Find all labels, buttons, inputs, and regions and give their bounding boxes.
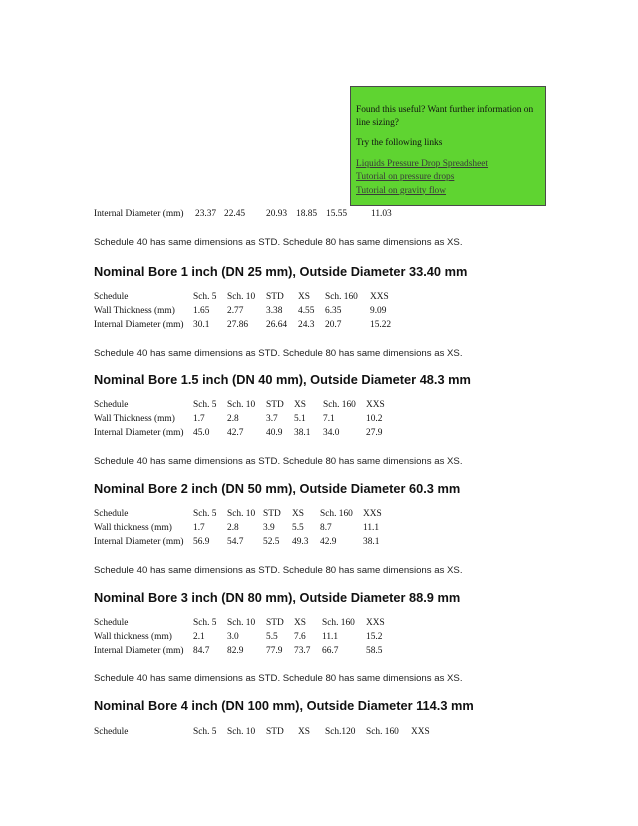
row-label: Schedule	[94, 727, 129, 737]
table-cell: 1.7	[193, 414, 205, 424]
row-label: Internal Diameter (mm)	[94, 320, 184, 330]
table-cell: 82.9	[227, 646, 244, 656]
row-label: Internal Diameter (mm)	[94, 646, 184, 656]
table-cell: Sch. 5	[193, 292, 217, 302]
schedule-note: Schedule 40 has same dimensions as STD. Schedule 80 has same dimensions as XS.	[94, 456, 463, 467]
row-label: Wall Thickness (mm)	[94, 414, 175, 424]
table-cell: 58.5	[366, 646, 383, 656]
info-callout	[350, 86, 546, 206]
table-cell: 11.1	[363, 523, 380, 533]
table-cell: XXS	[366, 618, 385, 628]
table-cell: Sch. 160	[325, 292, 358, 302]
table-cell: 56.9	[193, 537, 210, 547]
table-cell: 27.9	[366, 428, 383, 438]
schedule-note: Schedule 40 has same dimensions as STD. Schedule 80 has same dimensions as XS.	[94, 673, 463, 684]
table-cell: XS	[298, 727, 310, 737]
table-cell: Sch.120	[325, 727, 356, 737]
table-cell: 26.64	[266, 320, 288, 330]
section-heading: Nominal Bore 1 inch (DN 25 mm), Outside Diameter 33.40 mm	[94, 264, 468, 279]
section-heading: Nominal Bore 3 inch (DN 80 mm), Outside Diameter 88.9 mm	[94, 590, 461, 605]
table-cell: Sch. 10	[227, 618, 256, 628]
table-cell: Sch. 10	[227, 400, 256, 410]
row-label: Schedule	[94, 400, 129, 410]
row-label: Schedule	[94, 509, 129, 519]
table-cell: 20.93	[266, 209, 288, 219]
table-cell: 6.35	[325, 306, 342, 316]
callout-question: Found this useful? Want further information on line sizing?	[356, 105, 534, 128]
table-cell: STD	[266, 727, 284, 737]
table-cell: 5.5	[292, 523, 304, 533]
table-cell: 40.9	[266, 428, 283, 438]
table-cell: XS	[294, 618, 306, 628]
row-label: Wall Thickness (mm)	[94, 306, 175, 316]
table-cell: 42.9	[320, 537, 337, 547]
table-cell: XS	[298, 292, 310, 302]
table-cell: 73.7	[294, 646, 311, 656]
table-cell: 4.55	[298, 306, 315, 316]
row-label: Schedule	[94, 618, 129, 628]
table-cell: XXS	[366, 400, 385, 410]
table-cell: 2.77	[227, 306, 244, 316]
table-cell: XXS	[370, 292, 389, 302]
schedule-note: Schedule 40 has same dimensions as STD. Schedule 80 has same dimensions as XS.	[94, 237, 463, 248]
table-cell: STD	[266, 400, 284, 410]
table-cell: 22.45	[224, 209, 246, 219]
table-cell: 3.9	[263, 523, 275, 533]
table-cell: 38.1	[363, 537, 380, 547]
table-cell: XXS	[411, 727, 430, 737]
table-cell: 23.37	[195, 209, 217, 219]
table-cell: 38.1	[294, 428, 311, 438]
table-cell: 9.09	[370, 306, 387, 316]
table-cell: 7.1	[323, 414, 335, 424]
table-cell: 30.1	[193, 320, 210, 330]
table-cell: 42.7	[227, 428, 244, 438]
callout-prompt: Try the following links	[356, 138, 443, 148]
table-cell: Sch. 160	[366, 727, 399, 737]
table-cell: 1.65	[193, 306, 210, 316]
row-label: Schedule	[94, 292, 129, 302]
table-cell: 24.3	[298, 320, 315, 330]
table-cell: 27.86	[227, 320, 249, 330]
table-cell: 7.6	[294, 632, 306, 642]
row-label: Internal Diameter (mm)	[94, 209, 184, 219]
table-cell: Sch. 5	[193, 400, 217, 410]
table-cell: 15.22	[370, 320, 392, 330]
table-cell: 1.7	[193, 523, 205, 533]
schedule-note: Schedule 40 has same dimensions as STD. Schedule 80 has same dimensions as XS.	[94, 348, 463, 359]
table-cell: 15.2	[366, 632, 383, 642]
table-cell: 11.1	[322, 632, 339, 642]
table-cell: Sch. 5	[193, 509, 217, 519]
table-cell: 18.85	[296, 209, 318, 219]
row-label: Internal Diameter (mm)	[94, 537, 184, 547]
row-label: Internal Diameter (mm)	[94, 428, 184, 438]
link-tutorial-gravity-flow[interactable]: Tutorial on gravity flow	[356, 185, 447, 196]
row-label: Wall thickness (mm)	[94, 523, 172, 533]
table-cell: 11.03	[371, 209, 392, 219]
table-cell: 66.7	[322, 646, 339, 656]
table-cell: STD	[266, 292, 284, 302]
table-cell: 2.8	[227, 523, 239, 533]
table-cell: 84.7	[193, 646, 210, 656]
section-heading: Nominal Bore 1.5 inch (DN 40 mm), Outside Diameter 48.3 mm	[94, 372, 471, 387]
schedule-note: Schedule 40 has same dimensions as STD. Schedule 80 has same dimensions as XS.	[94, 565, 463, 576]
table-cell: 15.55	[326, 209, 348, 219]
table-cell: XS	[292, 509, 304, 519]
table-cell: 2.8	[227, 414, 239, 424]
table-cell: 77.9	[266, 646, 283, 656]
table-cell: 20.7	[325, 320, 342, 330]
table-cell: Sch. 5	[193, 618, 217, 628]
table-cell: 52.5	[263, 537, 280, 547]
table-cell: 3.38	[266, 306, 283, 316]
section-heading: Nominal Bore 4 inch (DN 100 mm), Outside Diameter 114.3 mm	[94, 698, 474, 713]
table-cell: 3.7	[266, 414, 278, 424]
table-cell: 10.2	[366, 414, 383, 424]
table-cell: XS	[294, 400, 306, 410]
table-cell: Sch. 160	[322, 618, 355, 628]
section-heading: Nominal Bore 2 inch (DN 50 mm), Outside Diameter 60.3 mm	[94, 481, 461, 496]
link-tutorial-pressure-drops[interactable]: Tutorial on pressure drops	[356, 172, 455, 182]
table-cell: XXS	[363, 509, 382, 519]
row-label: Wall thickness (mm)	[94, 632, 172, 642]
table-cell: 54.7	[227, 537, 244, 547]
table-cell: Sch. 10	[227, 727, 256, 737]
table-cell: 8.7	[320, 523, 332, 533]
table-cell: STD	[266, 618, 284, 628]
table-cell: Sch. 160	[320, 509, 353, 519]
table-cell: Sch. 10	[227, 509, 256, 519]
table-cell: STD	[263, 509, 281, 519]
table-cell: 3.0	[227, 632, 239, 642]
table-cell: Sch. 160	[323, 400, 356, 410]
table-cell: 2.1	[193, 632, 205, 642]
table-cell: 34.0	[323, 428, 340, 438]
table-cell: 45.0	[193, 428, 210, 438]
table-cell: 49.3	[292, 537, 309, 547]
table-cell: Sch. 5	[193, 727, 217, 737]
table-cell: 5.5	[266, 632, 278, 642]
link-liquids-pressure-drop[interactable]: Liquids Pressure Drop Spreadsheet	[356, 158, 489, 169]
table-cell: 5.1	[294, 414, 306, 424]
table-cell: Sch. 10	[227, 292, 256, 302]
